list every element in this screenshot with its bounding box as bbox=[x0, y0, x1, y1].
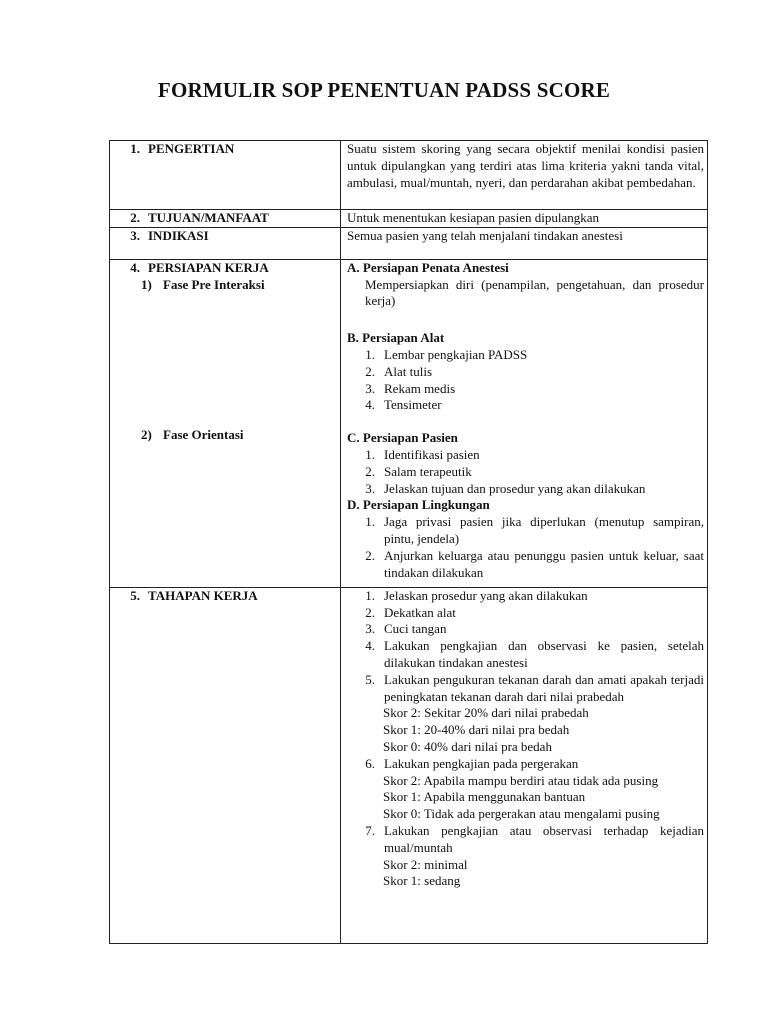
score-line: Skor 1: sedang bbox=[383, 873, 461, 889]
list-item: 4. Tensimeter bbox=[365, 397, 442, 413]
tahapan-list bbox=[347, 588, 704, 706]
tujuan-text: Untuk menentukan kesiapan pasien dipulangkan bbox=[347, 210, 599, 225]
section-c-title: C. Persiapan Pasien bbox=[347, 430, 458, 446]
list-item: 2. Dekatkan alat bbox=[365, 604, 456, 620]
sub-number: 2) bbox=[141, 427, 152, 443]
row-label: PERSIAPAN KERJA bbox=[148, 259, 269, 275]
row-content-cell bbox=[341, 141, 708, 210]
pengertian-text: Suatu sistem skoring yang secara objektif menilai kondisi pasien untuk dipulangkan yang terdiri atas lima kriteria yakni tanda vital, ambulasi, mual/muntah, nyeri, dan perdarahan akibat pembedahan. bbox=[347, 141, 704, 190]
list-item: 4. Lakukan pengkajian dan observasi ke pasien, setelah dilakukan tindakan anestesi bbox=[365, 638, 704, 670]
score-line: Skor 0: 40% dari nilai pra bedah bbox=[383, 738, 552, 754]
section-a-title: A. Persiapan Penata Anestesi bbox=[347, 259, 509, 275]
table-row bbox=[110, 259, 708, 587]
score-line: Skor 0: Tidak ada pergerakan atau mengalami pusing bbox=[383, 806, 660, 822]
row-label-cell bbox=[110, 141, 341, 210]
row-label: TUJUAN/MANFAAT bbox=[148, 210, 269, 225]
step5-scores bbox=[347, 705, 704, 755]
list-item: 3. Jelaskan tujuan dan prosedur yang akan dilakukan bbox=[365, 480, 646, 496]
row-number: 3. bbox=[130, 227, 140, 243]
indikasi-text: Semua pasien yang telah menjalani tindakan anestesi bbox=[347, 227, 623, 243]
row-number: 5. bbox=[130, 587, 140, 603]
score-line: Skor 1: Apabila menggunakan bantuan bbox=[383, 789, 586, 805]
section-d-title: D. Persiapan Lingkungan bbox=[347, 497, 490, 513]
list-item: 7. Lakukan pengkajian atau observasi terhadap kejadian mual/muntah bbox=[365, 822, 704, 855]
table-row bbox=[110, 587, 708, 943]
list-item: 3. Rekam medis bbox=[365, 380, 456, 396]
table-row bbox=[110, 210, 708, 228]
row-label: INDIKASI bbox=[148, 227, 209, 243]
list-item: 6. Lakukan pengkajian pada pergerakan bbox=[365, 755, 579, 771]
list-item: 1. Identifikasi pasien bbox=[365, 446, 480, 462]
score-line: Skor 2: Apabila mampu berdiri atau tidak ada pusing bbox=[383, 772, 659, 788]
alat-list bbox=[347, 347, 704, 414]
document-title: FORMULIR SOP PENENTUAN PADSS SCORE bbox=[157, 78, 611, 102]
row-label: TAHAPAN KERJA bbox=[148, 587, 258, 603]
list-item: 5. Lakukan pengukuran tekanan darah dan amati apakah terjadi peningkatan tekanan darah dari nilai prabedah bbox=[365, 671, 704, 704]
table-row bbox=[110, 227, 708, 259]
sub-label-pre-interaksi: Fase Pre Interaksi bbox=[163, 276, 265, 292]
list-item: 1. Jelaskan prosedur yang akan dilakukan bbox=[365, 587, 588, 603]
list-item: 1. Lembar pengkajian PADSS bbox=[365, 346, 528, 362]
table-row bbox=[110, 141, 708, 210]
score-line: Skor 2: minimal bbox=[383, 856, 468, 872]
sub-label-orientasi: Fase Orientasi bbox=[163, 427, 244, 443]
row-number: 1. bbox=[130, 141, 140, 156]
pasien-list bbox=[347, 447, 704, 497]
section-b-title: B. Persiapan Alat bbox=[347, 330, 445, 346]
list-item: 2. Anjurkan keluarga atau penunggu pasien untuk keluar, saat tindakan dilakukan bbox=[365, 547, 704, 580]
row-label: PENGERTIAN bbox=[148, 141, 235, 156]
step7-scores bbox=[347, 857, 704, 891]
list-item: 1. Jaga privasi pasien jika diperlukan (menutup sampiran, pintu, jendela) bbox=[365, 514, 704, 546]
list-item: 2. Salam terapeutik bbox=[365, 463, 472, 479]
section-a-text: Mempersiapkan diri (penampilan, pengetahuan, dan prosedur kerja) bbox=[365, 276, 704, 309]
sub-number: 1) bbox=[141, 276, 152, 292]
score-line: Skor 1: 20-40% dari nilai pra bedah bbox=[383, 722, 570, 738]
step6-scores bbox=[347, 773, 704, 823]
list-item: 3. Cuci tangan bbox=[365, 621, 447, 637]
row-number: 2. bbox=[130, 210, 140, 225]
list-item: 2. Alat tulis bbox=[365, 363, 433, 379]
row-number: 4. bbox=[130, 259, 140, 275]
lingkungan-list bbox=[347, 514, 704, 581]
sop-table bbox=[109, 140, 708, 944]
score-line: Skor 2: Sekitar 20% dari nilai prabedah bbox=[383, 705, 589, 721]
